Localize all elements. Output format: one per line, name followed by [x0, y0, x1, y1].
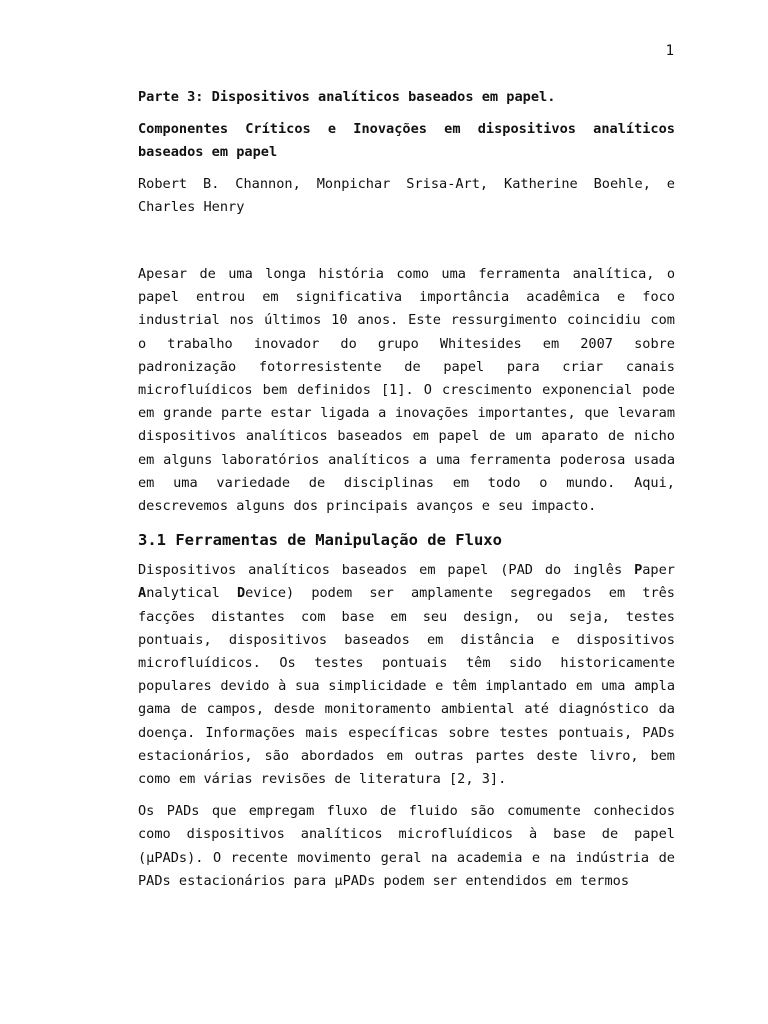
page-content: [138, 86, 675, 902]
paragraph-text: Dispositivos analíticos baseados em papel (PAD do inglês: [138, 562, 635, 579]
paragraph-text: nalytical: [146, 585, 237, 602]
page-number: 1: [665, 43, 674, 59]
acronym-letter-d: D: [236, 585, 246, 602]
intro-paragraph: Apesar de uma longa história como uma ferramenta analítica, o papel entrou em significativa importância acadêmica e foco industrial nos últimos 10 anos. Este ressurgimento coincidiu com o trabalho inovador do grupo Whitesides em 2007 sobre padronização fotorresistente de papel para criar canais microfluídicos bem definidos [1]. O crescimento exponencial pode em grande parte estar ligada a inovações importantes, que levaram dispositivos analíticos baseados em papel de um aparato de nicho em alguns laboratórios analíticos a uma ferramenta poderosa usada em uma variedade de disciplinas em todo o mundo. Aqui, descrevemos alguns dos principais avanços e seu impacto.: [138, 266, 675, 515]
section-paragraph-1: [138, 559, 675, 791]
paragraph-text: evice) podem ser amplamente segregados em três facções distantes com base em seu design, ou seja, testes pontuais, dispositivos baseados em distância e dispositivos microfluídicos. Os testes pontuais têm sido historicamente populares devido à sua simplicidade e têm implantado em uma ampla gama de campos, desde monitoramento ambiental até diagnóstico da doença. Informações mais específicas sobre testes pontuais, PADs estacionários, são abordados em outras partes deste livro, bem como em várias revisões de literatura [2, 3].: [138, 585, 675, 788]
chapter-title: Componentes Críticos e Inovações em dispositivos analíticos baseados em papel: [138, 121, 675, 160]
acronym-letter-p: P: [634, 562, 643, 579]
acronym-letter-a: A: [138, 585, 147, 602]
paragraph-text: aper: [642, 562, 675, 579]
part-title: Parte 3: Dispositivos analíticos baseados em papel.: [138, 89, 556, 105]
section-paragraph-2: Os PADs que empregam fluxo de fluido são comumente conhecidos como dispositivos analíticos microfluídicos à base de papel (µPADs). O recente movimento geral na academia e na indústria de PADs estacionários para µPADs podem ser entendidos em termos: [138, 803, 675, 889]
section-heading: 3.1 Ferramentas de Manipulação de Fluxo: [138, 531, 502, 550]
authors: Robert B. Channon, Monpichar Srisa-Art, Katherine Boehle, e Charles Henry: [138, 176, 675, 215]
